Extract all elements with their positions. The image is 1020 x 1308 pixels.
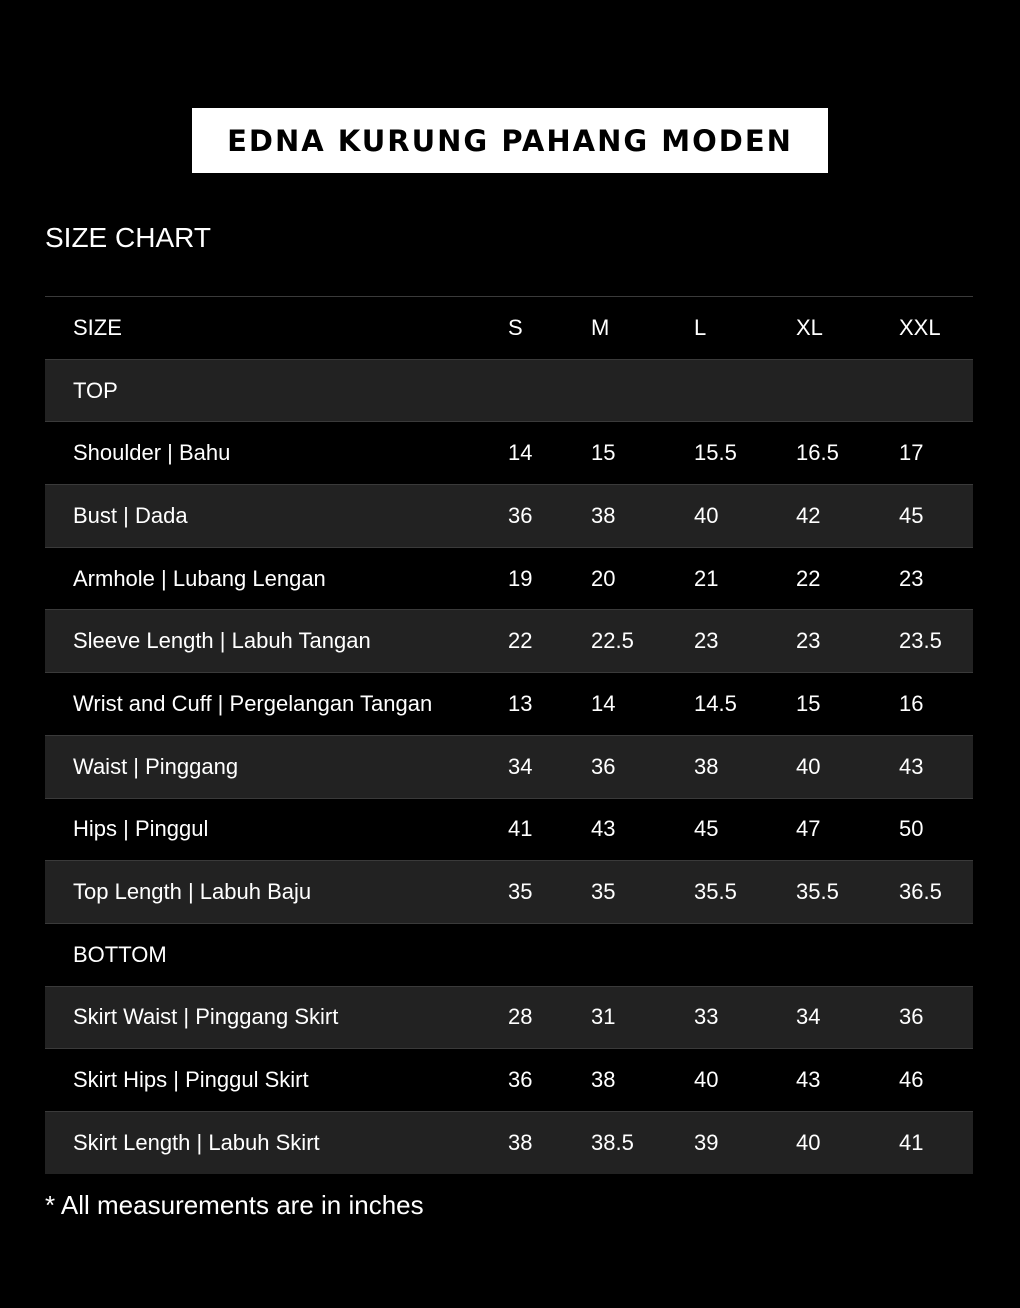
section-row-bottom bbox=[45, 923, 973, 986]
cell-value: 41 bbox=[508, 798, 591, 861]
cell-value: 38 bbox=[591, 485, 694, 548]
row-label: Skirt Waist | Pinggang Skirt bbox=[45, 986, 508, 1049]
header-size-label: SIZE bbox=[45, 297, 508, 360]
table-row bbox=[45, 798, 973, 861]
cell-value: 16 bbox=[899, 673, 973, 736]
section-title: SIZE CHART bbox=[45, 222, 211, 253]
row-label: Skirt Hips | Pinggul Skirt bbox=[45, 1049, 508, 1112]
row-label: Wrist and Cuff | Pergelangan Tangan bbox=[45, 673, 508, 736]
cell-value: 40 bbox=[796, 735, 899, 798]
cell-value: 14 bbox=[591, 673, 694, 736]
cell-value: 41 bbox=[899, 1111, 973, 1174]
cell-value: 23 bbox=[899, 547, 973, 610]
section-label: BOTTOM bbox=[45, 923, 508, 986]
cell-value: 35.5 bbox=[694, 861, 796, 924]
cell-value: 15 bbox=[591, 422, 694, 485]
cell-value: 22 bbox=[508, 610, 591, 673]
header-size-xl: XL bbox=[796, 297, 899, 360]
cell-value: 14.5 bbox=[694, 673, 796, 736]
cell-value: 36.5 bbox=[899, 861, 973, 924]
cell-value: 13 bbox=[508, 673, 591, 736]
section-label: TOP bbox=[45, 359, 508, 422]
header-size-l: L bbox=[694, 297, 796, 360]
cell-value: 33 bbox=[694, 986, 796, 1049]
cell-value: 36 bbox=[508, 1049, 591, 1112]
header-size-m: M bbox=[591, 297, 694, 360]
measurement-footnote: * All measurements are in inches bbox=[45, 1190, 424, 1220]
cell-value: 38 bbox=[508, 1111, 591, 1174]
cell-value: 15.5 bbox=[694, 422, 796, 485]
cell-value: 45 bbox=[899, 485, 973, 548]
cell-value: 40 bbox=[694, 1049, 796, 1112]
cell-value: 35.5 bbox=[796, 861, 899, 924]
cell-value: 21 bbox=[694, 547, 796, 610]
cell-value: 35 bbox=[508, 861, 591, 924]
table-row bbox=[45, 861, 973, 924]
cell-value: 19 bbox=[508, 547, 591, 610]
cell-value: 38 bbox=[591, 1049, 694, 1112]
row-label: Waist | Pinggang bbox=[45, 735, 508, 798]
row-label: Hips | Pinggul bbox=[45, 798, 508, 861]
row-label: Sleeve Length | Labuh Tangan bbox=[45, 610, 508, 673]
cell-value: 36 bbox=[508, 485, 591, 548]
cell-value: 43 bbox=[591, 798, 694, 861]
cell-value: 20 bbox=[591, 547, 694, 610]
title-banner bbox=[192, 108, 828, 173]
table-header-row bbox=[45, 297, 973, 360]
table-row bbox=[45, 986, 973, 1049]
cell-value: 45 bbox=[694, 798, 796, 861]
cell-value: 31 bbox=[591, 986, 694, 1049]
cell-value: 38 bbox=[694, 735, 796, 798]
table-row bbox=[45, 673, 973, 736]
cell-value: 35 bbox=[591, 861, 694, 924]
cell-value: 43 bbox=[899, 735, 973, 798]
cell-value: 39 bbox=[694, 1111, 796, 1174]
cell-value: 43 bbox=[796, 1049, 899, 1112]
header-size-s: S bbox=[508, 297, 591, 360]
page-title: EDNA KURUNG PAHANG MODEN bbox=[227, 123, 793, 158]
cell-value: 23 bbox=[796, 610, 899, 673]
row-label: Top Length | Labuh Baju bbox=[45, 861, 508, 924]
cell-value: 34 bbox=[796, 986, 899, 1049]
cell-value: 40 bbox=[694, 485, 796, 548]
row-label: Shoulder | Bahu bbox=[45, 422, 508, 485]
cell-value: 16.5 bbox=[796, 422, 899, 485]
table-row bbox=[45, 1111, 973, 1174]
section-row-top bbox=[45, 359, 973, 422]
cell-value: 47 bbox=[796, 798, 899, 861]
row-label: Bust | Dada bbox=[45, 485, 508, 548]
cell-value: 23.5 bbox=[899, 610, 973, 673]
table-row bbox=[45, 610, 973, 673]
table-row bbox=[45, 547, 973, 610]
table-row bbox=[45, 1049, 973, 1112]
cell-value: 15 bbox=[796, 673, 899, 736]
cell-value: 46 bbox=[899, 1049, 973, 1112]
table-row bbox=[45, 485, 973, 548]
cell-value: 40 bbox=[796, 1111, 899, 1174]
table-row bbox=[45, 422, 973, 485]
cell-value: 38.5 bbox=[591, 1111, 694, 1174]
cell-value: 23 bbox=[694, 610, 796, 673]
cell-value: 17 bbox=[899, 422, 973, 485]
cell-value: 50 bbox=[899, 798, 973, 861]
cell-value: 42 bbox=[796, 485, 899, 548]
cell-value: 14 bbox=[508, 422, 591, 485]
cell-value: 28 bbox=[508, 986, 591, 1049]
cell-value: 22 bbox=[796, 547, 899, 610]
size-chart-table bbox=[45, 296, 973, 1174]
row-label: Armhole | Lubang Lengan bbox=[45, 547, 508, 610]
header-size-xxl: XXL bbox=[899, 297, 973, 360]
table-row bbox=[45, 735, 973, 798]
cell-value: 36 bbox=[899, 986, 973, 1049]
cell-value: 34 bbox=[508, 735, 591, 798]
cell-value: 36 bbox=[591, 735, 694, 798]
row-label: Skirt Length | Labuh Skirt bbox=[45, 1111, 508, 1174]
cell-value: 22.5 bbox=[591, 610, 694, 673]
